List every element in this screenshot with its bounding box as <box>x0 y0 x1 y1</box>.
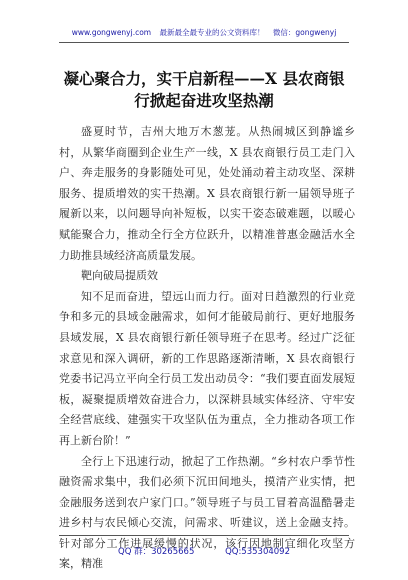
paragraph: 知不足而奋进，望远山而力行。面对日趋激烈的行业竞争和多元的县域金融需求，如何才能破局前行、更好地服务县域发展，X 县农商银行新任领导班子在思考。经过广泛征求意见和深入调研，新的工作思路逐渐清晰，X 县农商银行党委书记冯立平向全行员工发出动员令：“我们要直面发展短板，凝聚提质增效奋进合力，以深耕县域实体经济、守牢安全经营底线、建强实干攻坚队伍为重点，全力推动各项工作再上新台阶！” <box>59 289 355 447</box>
qq-contact: QQ:535304092 <box>225 547 290 557</box>
site-slogan: 最新最全最专业的公文资料库！ <box>159 28 265 37</box>
title-line-2: 行掀起奋进攻坚热潮 <box>134 91 274 110</box>
paragraph: 盛夏时节，吉州大地万木葱茏。从热闹城区到静谧乡村，从繁华商圈到企业生产一线，X 县农商银行员工走门入户、奔走服务的身影随处可见，处处涌动着主动攻坚、深耕服务、提质增效的实干热潮。X 县农商银行新一届领导班子履新以来，以问题导向补短板，以实干姿态破难题，以暖心赋能聚合力，推动全行全方位跃升，以精准普惠金融活水全力助推县域经济高质量发展。 <box>59 125 355 262</box>
site-header-banner <box>0 27 408 38</box>
qq-group: QQ 群：30265665 <box>118 547 195 557</box>
site-footer <box>0 545 408 557</box>
section-subheading: 靶向破局提质效 <box>81 269 158 283</box>
title-line-1: 凝心聚合力，实干启新程——X 县农商银 <box>63 69 345 88</box>
wechat-id: 微信：gongwenyj <box>272 28 337 37</box>
paragraph: 全行上下迅速行动，掀起了工作热潮。“乡村农户季节性融资需求集中，我们必须下沉田间地头，摸清产业实情，把金融服务送到农户家门口。”领导班子与员工冒着高温酷暑走进乡村与农民倾心交流，问需求、听建议，送上金融支持。针对部分工作进展缓慢的状况，该行因地制宜细化攻坚方案，精准 <box>59 454 355 571</box>
header-divider <box>59 42 349 43</box>
site-url: www.gongwenyj.com <box>71 28 152 37</box>
document-title <box>40 68 368 112</box>
footer-divider <box>59 535 349 536</box>
document-body <box>59 122 355 575</box>
